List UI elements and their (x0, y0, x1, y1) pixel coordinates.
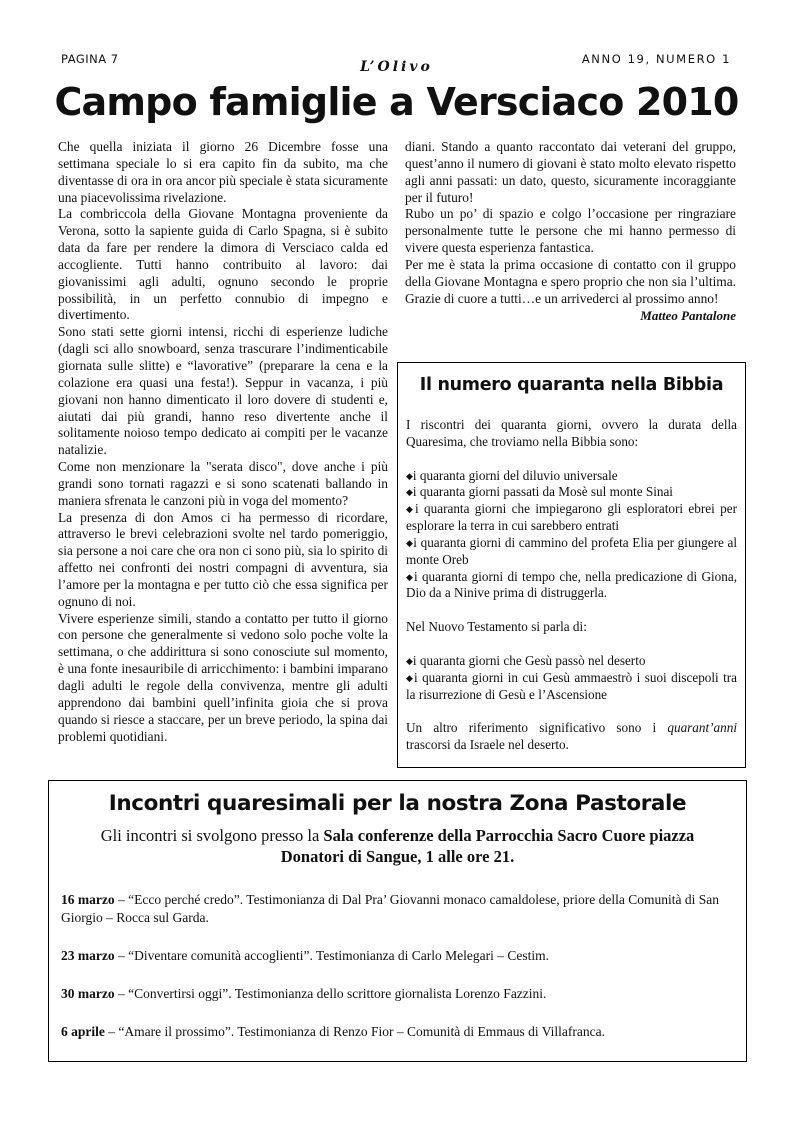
paragraph: La combriccola della Giovane Montagna proveniente da Verona, sotto la sapiente guida di Carlo Spagna, si è subito data da fare per rendere la dimora di Versciaco calda ed accogliente. Tutti hanno contribuito al lavoro: dai giovanissimi agli adulti, ognuno secondo le proprie possibilità, in un perfetto connubio di impegno e divertimento. (58, 206, 388, 323)
bibbia-closing: Un altro riferimento significativo sono i quarant’anni trascorsi da Israele nel deserto. (406, 720, 737, 753)
paragraph: Vivere esperienze simili, stando a contatto per tutto il giorno con persone che generalmente si vedono solo poche volte la settimana, o che addirittura si sono conosciute sul momento, è una fonte inesauribile di arricchimento: i bambini imparano dagli adulti le regole della convivenza, mentre gli adulti apprendono dai bambini quell’infinita gioia che si prova quando si riesce a staccare, per un breve periodo, la spina dai problemi quotidiani. (58, 610, 388, 744)
incontri-box (48, 780, 747, 1062)
page-number: PAGINA 7 (61, 52, 119, 66)
article-right-column (405, 139, 736, 325)
article-title: Campo famiglie a Versciaco 2010 (54, 80, 739, 124)
list-item: ◆ i quaranta giorni che impiegarono gli esploratori ebrei per esplorare la terra in cui sarebbero entrati (406, 501, 737, 535)
list-item: ◆ i quaranta giorni passati da Mosè sul monte Sinai (406, 484, 737, 501)
incontri-list (61, 891, 736, 1061)
article-left-column (58, 139, 388, 766)
paragraph: Che quella iniziata il giorno 26 Dicembre fosse una settimana speciale lo si era capito fin da subito, ma che diventasse di ora in ora ancor più speciale è stata sicuramente una piacevolissima rivelazione. (58, 139, 388, 205)
event-item: 30 marzo – “Convertirsi oggi”. Testimonianza dello scrittore giornalista Lorenzo Fazzini. (61, 986, 547, 1001)
list-item: ◆ i quaranta giorni in cui Gesù ammaestrò i suoi discepoli tra la risurrezione di Gesù e l’Ascensione (406, 670, 737, 704)
paragraph: Rubo un po’ di spazio e colgo l’occasione per ringraziare personalmente tutte le persone che mi hanno permesso di vivere questa esperienza fantastica. (405, 206, 736, 256)
paragraph: Per me è stata la prima occasione di contatto con il gruppo della Giovane Montagna e spero proprio che non sia l’ultima. Grazie di cuore a tutti…e un arrivederci al prossimo anno! (405, 256, 736, 306)
event-item: 23 marzo – “Diventare comunità accoglienti”. Testimonianza di Carlo Melegari – Cestim. (61, 948, 550, 963)
list-item: ◆ i quaranta giorni di tempo che, nella predicazione di Giona, Dio da a Ninive prima di distruggerla. (406, 569, 737, 603)
list-item: ◆ i quaranta giorni che Gesù passò nel deserto (406, 653, 737, 670)
paragraph: Come non menzionare la "serata disco", dove anche i più grandi sono tornati ragazzi e si sono scatenati ballando in maniera sfrenata le canzoni più in voga del momento? (58, 459, 388, 508)
event-item: 6 aprile – “Amare il prossimo”. Testimonianza di Renzo Fior – Comunità di Emmaus di Villafranca. (61, 1024, 606, 1039)
paragraph: diani. Stando a quanto raccontato dai veterani del gruppo, quest’anno il numero di giovani è stato molto elevato rispetto agli anni passati: un dato, questo, sicuramente incoraggiante per il futuro! (405, 139, 736, 205)
bibbia-box (397, 362, 746, 768)
incontri-subtitle: Gli incontri si svolgono presso la Sala conferenze della Parrocchia Sacro Cuore piazza Donatori di Sangue, 1 alle ore 21. (100, 826, 695, 866)
issue-number: ANNO 19, NUMERO 1 (581, 52, 731, 66)
masthead: L’Olivo (360, 59, 433, 75)
nt-intro: Nel Nuovo Testamento si parla di: (406, 619, 587, 635)
event-item: 16 marzo – “Ecco perché credo”. Testimonianza di Dal Pra’ Giovanni monaco camaldolese, priore della Comunità di San Giorgio – Rocca sul Garda. (61, 892, 719, 925)
paragraph: La presenza di don Amos ci ha permesso di ricordare, attraverso le brevi celebrazioni svolte nel tardo pomeriggio, sia persone a noi care che ora non ci sono più, sia lo spirito di affetto nei confronti dei nostri compagni di avventura, sia l’amore per la montagna e per tutto ciò che essa significa per ognuno di noi. (58, 509, 388, 609)
bibbia-box-body (406, 417, 737, 754)
paragraph: Sono stati sette giorni intensi, ricchi di esperienze ludiche (dagli sci allo snowboard, senza trascurare l’indimenticabile giornata sulle slitte) e “lavorative” (preparare la cena e la colazione era quasi una festa!). Seppur in vacanza, i più giovani non hanno dimenticato il loro dovere di studenti e, aiutati dai più grandi, hanno reso divertente anche il solitamente noioso tempo dedicato ai compiti per le vacanze natalizie. (58, 324, 388, 458)
list-item: ◆ i quaranta giorni di cammino del profeta Elia per giungere al monte Oreb (406, 535, 737, 569)
bibbia-box-title: Il numero quaranta nella Bibbia (419, 375, 724, 395)
bibbia-intro: I riscontri dei quaranta giorni, ovvero la durata della Quaresima, che troviamo nella Bibbia sono: (406, 417, 737, 449)
incontri-box-title: Incontri quaresimali per la nostra Zona Pastorale (108, 791, 687, 816)
list-item: ◆ i quaranta giorni del diluvio universale (406, 468, 737, 485)
article-author: Matteo Pantalone (640, 308, 736, 324)
